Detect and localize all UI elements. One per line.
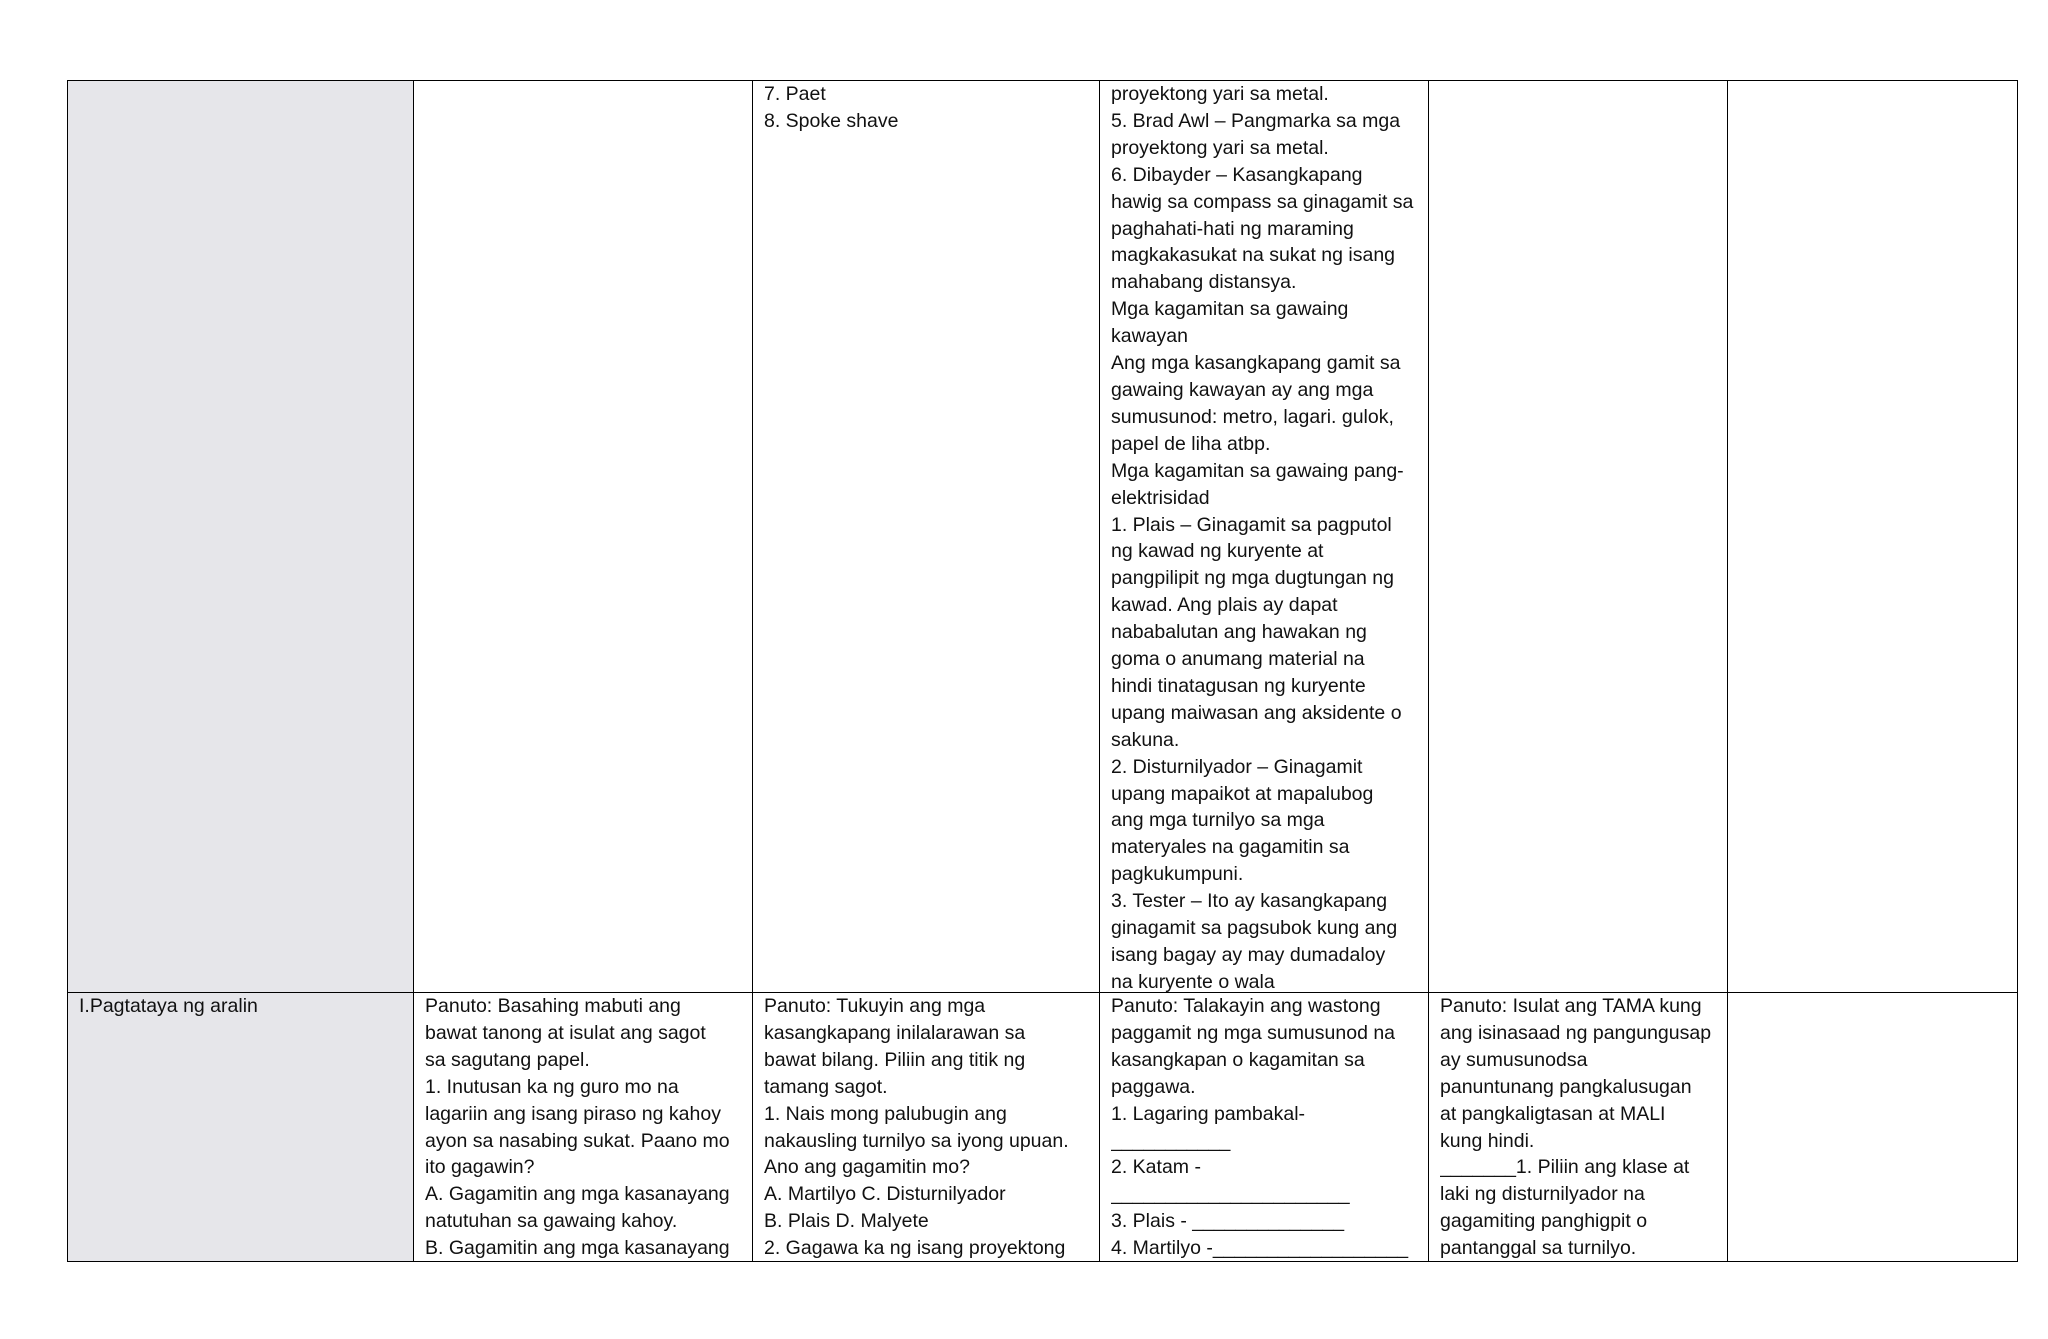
table-cell [414, 993, 753, 1262]
cell-text-line: pagkukumpuni. [1111, 863, 1244, 886]
cell-text-line: ng kawad ng kuryente at [1111, 540, 1324, 563]
cell-text-line: 3. Plais - ______________ [1111, 1210, 1345, 1233]
cell-text-line: goma o anumang material na [1111, 648, 1365, 671]
cell-text-line: at pangkaligtasan at MALI [1440, 1102, 1666, 1125]
cell-text-line: materyales na gagamitin sa [1111, 836, 1350, 859]
cell-text-line: A. Martilyo C. Disturnilyador [764, 1183, 1006, 1206]
cell-text-line: Ang mga kasangkapang gamit sa [1111, 352, 1401, 375]
table-row [68, 81, 2018, 993]
cell-text-line: 3. Tester – Ito ay kasangkapang [1111, 890, 1388, 913]
cell-text-line: kawayan [1111, 325, 1188, 348]
cell-text-line: ___________ [1111, 1129, 1231, 1152]
table-row [68, 993, 2018, 1262]
cell-text-line: _______1. Piliin ang klase at [1440, 1156, 1690, 1179]
cell-text-line: magkakasukat na sukat ng isang [1111, 244, 1396, 267]
cell-text-line: Panuto: Tukuyin ang mga [764, 995, 986, 1017]
cell-text-line: nakausling turnilyo sa iyong upuan. [764, 1129, 1069, 1152]
cell-text-line: natutuhan sa gawaing kahoy. [425, 1210, 678, 1233]
cell-text-line: proyektong yari sa metal. [1111, 136, 1329, 159]
cell-text-line: papel de liha atbp. [1111, 432, 1271, 455]
cell-text-line: bawat tanong at isulat ang sagot [425, 1021, 706, 1044]
cell-text-line: sakuna. [1111, 728, 1180, 751]
cell-text-line: sumusunod: metro, lagari. gulok, [1111, 405, 1394, 428]
cell-text-line: ang mga turnilyo sa mga [1111, 809, 1325, 832]
cell-text-line: 8. Spoke shave [764, 109, 899, 132]
cell-text-line: ito gagawin? [425, 1156, 535, 1179]
cell-text-line: kawad. Ang plais ay dapat [1111, 594, 1338, 617]
cell-text-line: ay sumusunodsa [1440, 1048, 1588, 1071]
table-cell [414, 81, 753, 993]
cell-text-line: ang isinasaad ng pangungusap [1440, 1021, 1712, 1044]
cell-text-line: 1. Nais mong palubugin ang [764, 1102, 1007, 1125]
cell-text-line: Panuto: Isulat ang TAMA kung [1440, 995, 1702, 1017]
cell-text-line: kung hindi. [1440, 1129, 1535, 1152]
cell-text-line: na kuryente o wala [1111, 970, 1275, 992]
lesson-plan-table [67, 80, 2018, 1262]
cell-text-line: lagariin ang isang piraso ng kahoy [425, 1102, 721, 1125]
cell-text-line: isang bagay ay may dumadaloy [1111, 944, 1386, 966]
cell-text-line: pantanggal sa turnilyo. [1440, 1237, 1637, 1260]
cell-text-line: 7. Paet [764, 83, 826, 105]
table-cell [1100, 993, 1429, 1262]
cell-text-line: Mga kagamitan sa gawaing [1111, 298, 1349, 321]
row-label-cell [68, 81, 414, 993]
cell-text-line: 5. Brad Awl – Pangmarka sa mga [1111, 109, 1401, 132]
row-label: I.Pagtataya ng aralin [79, 995, 258, 1017]
table-cell [1429, 81, 1728, 993]
table-cell [1728, 993, 2018, 1262]
cell-text-line: 2. Disturnilyador – Ginagamit [1111, 755, 1363, 778]
table-cell [753, 81, 1100, 993]
cell-text-line: tamang sagot. [764, 1075, 888, 1098]
cell-text-line: paghahati-hati ng maraming [1111, 217, 1354, 240]
cell-text-line: Panuto: Basahing mabuti ang [425, 995, 681, 1017]
cell-text-line: 1. Inutusan ka ng guro mo na [425, 1075, 679, 1098]
cell-text-line: ______________________ [1111, 1183, 1350, 1206]
table-cell [1100, 81, 1429, 993]
cell-text-line: hawig sa compass sa ginagamit sa [1111, 190, 1414, 213]
cell-text-line: 1. Lagaring pambakal- [1111, 1102, 1306, 1125]
cell-text-line: 2. Gagawa ka ng isang proyektong [764, 1237, 1066, 1260]
table-cell [1429, 993, 1728, 1262]
cell-text-line: paggawa. [1111, 1075, 1196, 1098]
cell-text-line: elektrisidad [1111, 486, 1210, 509]
cell-text-line: upang maiwasan ang aksidente o [1111, 701, 1402, 724]
cell-text-line: proyektong yari sa metal. [1111, 83, 1329, 105]
cell-text-line: laki ng disturnilyador na [1440, 1183, 1645, 1206]
cell-text-line: Panuto: Talakayin ang wastong [1111, 995, 1381, 1017]
cell-text-line: Mga kagamitan sa gawaing pang- [1111, 459, 1404, 482]
cell-text-line: pangpilipit ng mga dugtungan ng [1111, 567, 1394, 590]
cell-text-line: 2. Katam - [1111, 1156, 1201, 1179]
cell-text-line: 4. Martilyo -__________________ [1111, 1237, 1409, 1260]
cell-text-line: upang mapaikot at mapalubog [1111, 782, 1374, 805]
cell-text-line: sa sagutang papel. [425, 1048, 590, 1071]
cell-text-line: gagamiting panghigpit o [1440, 1210, 1648, 1233]
table-cell [753, 993, 1100, 1262]
cell-text-line: panuntunang pangkalusugan [1440, 1075, 1692, 1098]
cell-text-line: B. Plais D. Malyete [764, 1210, 929, 1233]
cell-text-line: gawaing kawayan ay ang mga [1111, 378, 1374, 401]
cell-text-line: hindi tinatagusan ng kuryente [1111, 674, 1366, 697]
cell-text-line: B. Gagamitin ang mga kasanayang [425, 1237, 730, 1260]
cell-text-line: bawat bilang. Piliin ang titik ng [764, 1048, 1026, 1071]
cell-text-line: 1. Plais – Ginagamit sa pagputol [1111, 513, 1392, 536]
cell-text-line: ginagamit sa pagsubok kung ang [1111, 917, 1398, 940]
table-cell [1728, 81, 2018, 993]
cell-text-line: Ano ang gagamitin mo? [764, 1156, 970, 1179]
cell-text-line: 6. Dibayder – Kasangkapang [1111, 163, 1363, 186]
cell-text-line: kasangkapang inilalarawan sa [764, 1021, 1026, 1044]
row-label-cell [68, 993, 414, 1262]
cell-text-line: mahabang distansya. [1111, 271, 1297, 294]
cell-text-line: nababalutan ang hawakan ng [1111, 621, 1367, 644]
cell-text-line: A. Gagamitin ang mga kasanayang [425, 1183, 730, 1206]
cell-text-line: ayon sa nasabing sukat. Paano mo [425, 1129, 730, 1152]
cell-text-line: paggamit ng mga sumusunod na [1111, 1021, 1396, 1044]
cell-text-line: kasangkapan o kagamitan sa [1111, 1048, 1365, 1071]
